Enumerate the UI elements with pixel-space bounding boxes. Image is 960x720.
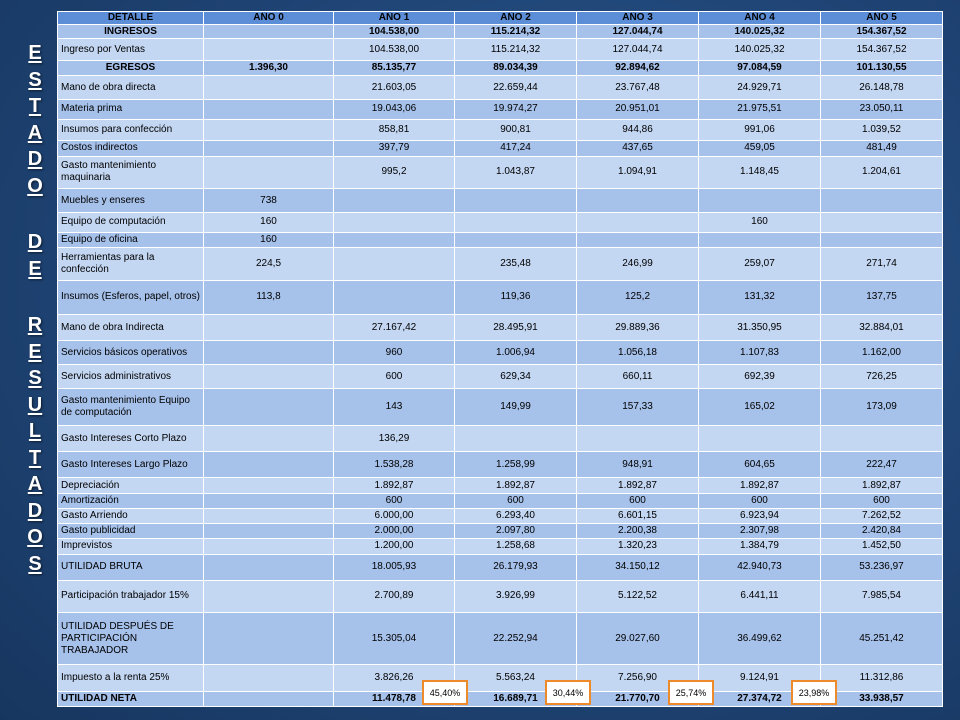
year-value-cell: 5.122,52: [577, 580, 699, 613]
year-value-cell: 6.923,94: [699, 508, 821, 523]
year-value-cell: 26.148,78: [821, 76, 943, 100]
header-year-2: AÑO 2: [455, 12, 577, 25]
year-value-cell: 1.148,45: [699, 156, 821, 189]
year-value-cell: 137,75: [821, 280, 943, 315]
year-value-cell: [204, 452, 334, 478]
year-value-cell: 991,06: [699, 119, 821, 141]
year-value-cell: 154.367,52: [821, 25, 943, 39]
row-label: Costos indirectos: [58, 141, 204, 156]
year-value-cell: 692,39: [699, 365, 821, 389]
year-value-cell: 104.538,00: [334, 25, 455, 39]
title-word: [27, 312, 43, 577]
year-value-cell: 6.000,00: [334, 508, 455, 523]
table-row: [58, 141, 943, 156]
year-value-cell: [204, 341, 334, 365]
year-value-cell: 259,07: [699, 247, 821, 280]
year-value-cell: [204, 665, 334, 691]
table-row: [58, 580, 943, 613]
year-value-cell: [699, 232, 821, 247]
year-value-cell: 600: [334, 365, 455, 389]
year-value-cell: 1.258,99: [455, 452, 577, 478]
header-year-0: AÑO 0: [204, 12, 334, 25]
year-value-cell: 22.659,44: [455, 76, 577, 100]
year-value-cell: [204, 76, 334, 100]
title-letter: R: [27, 314, 43, 336]
year-value-cell: 143: [334, 389, 455, 426]
year-value-cell: 2.200,38: [577, 524, 699, 539]
row-label: Gasto Arriendo: [58, 508, 204, 523]
year-value-cell: 6.441,11: [699, 580, 821, 613]
growth-badge: 23,98%: [791, 680, 837, 705]
table-row: [58, 213, 943, 233]
year-value-cell: 600: [699, 493, 821, 508]
year-value-cell: 160: [204, 213, 334, 233]
year-value-cell: [334, 189, 455, 213]
row-label: Herramientas para la confección: [58, 247, 204, 280]
header-year-3: AÑO 3: [577, 12, 699, 25]
year-value-cell: [577, 189, 699, 213]
year-value-cell: 1.094,91: [577, 156, 699, 189]
year-value-cell: [204, 39, 334, 61]
year-value-cell: 31.350,95: [699, 315, 821, 341]
year-value-cell: 15.305,04: [334, 613, 455, 665]
year-value-cell: [204, 691, 334, 706]
year-value-cell: 36.499,62: [699, 613, 821, 665]
year-value-cell: [577, 213, 699, 233]
title-letter: D: [27, 148, 43, 170]
row-label: Insumos para confección: [58, 119, 204, 141]
header-year-5: AÑO 5: [821, 12, 943, 25]
title-letter: L: [28, 420, 42, 442]
row-label: EGRESOS: [58, 60, 204, 75]
year-value-cell: 459,05: [699, 141, 821, 156]
header-year-4: AÑO 4: [699, 12, 821, 25]
year-value-cell: 29.889,36: [577, 315, 699, 341]
year-value-cell: 738: [204, 189, 334, 213]
year-value-cell: 89.034,39: [455, 60, 577, 75]
year-value-cell: 7.256,90: [577, 665, 699, 691]
table-row: [58, 76, 943, 100]
year-value-cell: 119,36: [455, 280, 577, 315]
year-value-cell: [204, 508, 334, 523]
year-value-cell: [821, 232, 943, 247]
year-value-cell: [455, 189, 577, 213]
year-value-cell: 125,2: [577, 280, 699, 315]
year-value-cell: [334, 247, 455, 280]
row-label: Equipo de computación: [58, 213, 204, 233]
year-value-cell: 115.214,32: [455, 39, 577, 61]
year-value-cell: 9.124,91: [699, 665, 821, 691]
title-word: [27, 40, 43, 199]
year-value-cell: 97.084,59: [699, 60, 821, 75]
year-value-cell: 1.892,87: [334, 478, 455, 493]
year-value-cell: 29.027,60: [577, 613, 699, 665]
year-value-cell: 1.039,52: [821, 119, 943, 141]
year-value-cell: 2.420,84: [821, 524, 943, 539]
year-value-cell: [334, 280, 455, 315]
row-label: Gasto Intereses Largo Plazo: [58, 452, 204, 478]
year-value-cell: 481,49: [821, 141, 943, 156]
year-value-cell: [204, 478, 334, 493]
year-value-cell: [577, 232, 699, 247]
year-value-cell: 104.538,00: [334, 39, 455, 61]
year-value-cell: 600: [334, 493, 455, 508]
table-row: [58, 100, 943, 120]
table-row: [58, 508, 943, 523]
row-label: Insumos (Esferos, papel, otros): [58, 280, 204, 315]
title-letter: T: [28, 446, 42, 469]
title-letter: S: [28, 552, 42, 575]
year-value-cell: 629,34: [455, 365, 577, 389]
year-value-cell: 173,09: [821, 389, 943, 426]
year-value-cell: [204, 389, 334, 426]
title-letter: E: [28, 257, 42, 280]
header-detalle: DETALLE: [58, 12, 204, 25]
table-row: [58, 426, 943, 452]
year-value-cell: 157,33: [577, 389, 699, 426]
year-value-cell: [455, 426, 577, 452]
year-value-cell: [577, 426, 699, 452]
row-label: Participación trabajador 15%: [58, 580, 204, 613]
row-label: Gasto mantenimiento Equipo de computación: [58, 389, 204, 426]
year-value-cell: 23.767,48: [577, 76, 699, 100]
row-label: Impuesto a la renta 25%: [58, 665, 204, 691]
year-value-cell: [204, 25, 334, 39]
year-value-cell: 1.538,28: [334, 452, 455, 478]
table-row: [58, 613, 943, 665]
year-value-cell: 1.384,79: [699, 539, 821, 554]
table-row: [58, 60, 943, 75]
table-row: [58, 25, 943, 39]
year-value-cell: 995,2: [334, 156, 455, 189]
year-value-cell: 11.478,78: [334, 691, 455, 706]
title-letter: D: [27, 499, 43, 522]
year-value-cell: 417,24: [455, 141, 577, 156]
year-value-cell: 437,65: [577, 141, 699, 156]
year-value-cell: 34.150,12: [577, 554, 699, 580]
year-value-cell: 960: [334, 341, 455, 365]
year-value-cell: 1.892,87: [699, 478, 821, 493]
table-row: [58, 341, 943, 365]
year-value-cell: 1.056,18: [577, 341, 699, 365]
year-value-cell: 1.258,68: [455, 539, 577, 554]
table-row: [58, 539, 943, 554]
year-value-cell: 22.252,94: [455, 613, 577, 665]
year-value-cell: [204, 100, 334, 120]
table-row: [58, 554, 943, 580]
row-label: Depreciación: [58, 478, 204, 493]
growth-badge: 30,44%: [545, 680, 591, 705]
year-value-cell: 3.926,99: [455, 580, 577, 613]
year-value-cell: 19.043,06: [334, 100, 455, 120]
year-value-cell: 28.495,91: [455, 315, 577, 341]
year-value-cell: [699, 426, 821, 452]
table-row: [58, 524, 943, 539]
table-row: [58, 39, 943, 61]
year-value-cell: [821, 189, 943, 213]
year-value-cell: 154.367,52: [821, 39, 943, 61]
table-row: [58, 247, 943, 280]
year-value-cell: 33.938,57: [821, 691, 943, 706]
year-value-cell: [204, 156, 334, 189]
year-value-cell: 600: [577, 493, 699, 508]
year-value-cell: 1.107,83: [699, 341, 821, 365]
row-label: Imprevistos: [58, 539, 204, 554]
year-value-cell: 24.929,71: [699, 76, 821, 100]
year-value-cell: 127.044,74: [577, 39, 699, 61]
year-value-cell: 131,32: [699, 280, 821, 315]
year-value-cell: 115.214,32: [455, 25, 577, 39]
year-value-cell: 21.770,70: [577, 691, 699, 706]
table-row: [58, 478, 943, 493]
year-value-cell: 900,81: [455, 119, 577, 141]
year-value-cell: 160: [699, 213, 821, 233]
year-value-cell: 21.603,05: [334, 76, 455, 100]
year-value-cell: [204, 554, 334, 580]
year-value-cell: 235,48: [455, 247, 577, 280]
year-value-cell: 113,8: [204, 280, 334, 315]
year-value-cell: 6.601,15: [577, 508, 699, 523]
income-statement-table: [57, 11, 943, 707]
title-letter: O: [27, 526, 43, 548]
year-value-cell: 42.940,73: [699, 554, 821, 580]
year-value-cell: 1.892,87: [821, 478, 943, 493]
title-word: [28, 229, 42, 282]
year-value-cell: 140.025,32: [699, 39, 821, 61]
year-value-cell: [204, 539, 334, 554]
table-row: [58, 452, 943, 478]
year-value-cell: [699, 189, 821, 213]
row-label: Servicios básicos operativos: [58, 341, 204, 365]
year-value-cell: 1.006,94: [455, 341, 577, 365]
year-value-cell: 7.985,54: [821, 580, 943, 613]
year-value-cell: 165,02: [699, 389, 821, 426]
year-value-cell: 397,79: [334, 141, 455, 156]
year-value-cell: 7.262,52: [821, 508, 943, 523]
year-value-cell: 2.097,80: [455, 524, 577, 539]
year-value-cell: [204, 524, 334, 539]
row-label: Muebles y enseres: [58, 189, 204, 213]
row-label: UTILIDAD NETA: [58, 691, 204, 706]
year-value-cell: 92.894,62: [577, 60, 699, 75]
title-letter: S: [28, 68, 42, 91]
title-letter: E: [28, 42, 42, 64]
year-value-cell: [821, 426, 943, 452]
year-value-cell: 53.236,97: [821, 554, 943, 580]
year-value-cell: 224,5: [204, 247, 334, 280]
year-value-cell: 149,99: [455, 389, 577, 426]
year-value-cell: [204, 365, 334, 389]
title-letter: D: [27, 231, 43, 253]
year-value-cell: 5.563,24: [455, 665, 577, 691]
year-value-cell: 1.892,87: [577, 478, 699, 493]
title-letter: A: [27, 121, 43, 144]
year-value-cell: 1.204,61: [821, 156, 943, 189]
table-row: [58, 389, 943, 426]
year-value-cell: 136,29: [334, 426, 455, 452]
year-value-cell: 660,11: [577, 365, 699, 389]
table-row: [58, 493, 943, 508]
year-value-cell: 944,86: [577, 119, 699, 141]
income-statement-table-wrapper: [57, 11, 942, 707]
year-value-cell: [204, 580, 334, 613]
year-value-cell: 246,99: [577, 247, 699, 280]
year-value-cell: 45.251,42: [821, 613, 943, 665]
year-value-cell: 16.689,71: [455, 691, 577, 706]
row-label: Materia prima: [58, 100, 204, 120]
row-label: Mano de obra directa: [58, 76, 204, 100]
table-row: [58, 365, 943, 389]
row-label: Gasto mantenimiento maquinaria: [58, 156, 204, 189]
year-value-cell: 948,91: [577, 452, 699, 478]
year-value-cell: [204, 426, 334, 452]
year-value-cell: 1.200,00: [334, 539, 455, 554]
year-value-cell: 726,25: [821, 365, 943, 389]
growth-badge: 25,74%: [668, 680, 714, 705]
year-value-cell: [204, 141, 334, 156]
year-value-cell: 2.700,89: [334, 580, 455, 613]
vertical-title: [14, 40, 56, 607]
row-label: UTILIDAD DESPUÉS DE PARTICIPACIÓN TRABAJADOR: [58, 613, 204, 665]
row-label: Gasto publicidad: [58, 524, 204, 539]
title-letter: S: [28, 367, 42, 389]
year-value-cell: 600: [821, 493, 943, 508]
header-year-1: AÑO 1: [334, 12, 455, 25]
year-value-cell: [334, 213, 455, 233]
row-label: Ingreso por Ventas: [58, 39, 204, 61]
year-value-cell: 23.050,11: [821, 100, 943, 120]
year-value-cell: 27.374,72: [699, 691, 821, 706]
table-row: [58, 189, 943, 213]
row-label: UTILIDAD BRUTA: [58, 554, 204, 580]
year-value-cell: 160: [204, 232, 334, 247]
year-value-cell: [204, 493, 334, 508]
table-row: [58, 156, 943, 189]
year-value-cell: 6.293,40: [455, 508, 577, 523]
row-label: Mano de obra Indirecta: [58, 315, 204, 341]
year-value-cell: [334, 232, 455, 247]
year-value-cell: 2.000,00: [334, 524, 455, 539]
row-label: Equipo de oficina: [58, 232, 204, 247]
year-value-cell: 1.452,50: [821, 539, 943, 554]
year-value-cell: 140.025,32: [699, 25, 821, 39]
year-value-cell: 20.951,01: [577, 100, 699, 120]
year-value-cell: 11.312,86: [821, 665, 943, 691]
year-value-cell: [821, 213, 943, 233]
year-value-cell: 604,65: [699, 452, 821, 478]
year-value-cell: 127.044,74: [577, 25, 699, 39]
title-letter: U: [27, 393, 43, 416]
row-label: Gasto Intereses Corto Plazo: [58, 426, 204, 452]
table-row: [58, 315, 943, 341]
year-value-cell: 19.974,27: [455, 100, 577, 120]
year-value-cell: 32.884,01: [821, 315, 943, 341]
table-row: [58, 119, 943, 141]
year-value-cell: 1.043,87: [455, 156, 577, 189]
title-letter: A: [27, 473, 43, 495]
year-value-cell: 1.162,00: [821, 341, 943, 365]
year-value-cell: 600: [455, 493, 577, 508]
title-letter: O: [27, 174, 43, 197]
year-value-cell: 271,74: [821, 247, 943, 280]
year-value-cell: [455, 213, 577, 233]
growth-badge: 45,40%: [422, 680, 468, 705]
title-letter: T: [28, 95, 42, 117]
year-value-cell: 21.975,51: [699, 100, 821, 120]
row-label: Servicios administrativos: [58, 365, 204, 389]
year-value-cell: 2.307,98: [699, 524, 821, 539]
year-value-cell: [204, 119, 334, 141]
table-row: [58, 232, 943, 247]
year-value-cell: [455, 232, 577, 247]
year-value-cell: 858,81: [334, 119, 455, 141]
year-value-cell: 1.320,23: [577, 539, 699, 554]
year-value-cell: 1.892,87: [455, 478, 577, 493]
year-value-cell: 26.179,93: [455, 554, 577, 580]
year-value-cell: 3.826,26: [334, 665, 455, 691]
table-row: [58, 280, 943, 315]
title-letter: E: [28, 340, 42, 363]
year-value-cell: 27.167,42: [334, 315, 455, 341]
year-value-cell: 85.135,77: [334, 60, 455, 75]
row-label: Amortización: [58, 493, 204, 508]
year-value-cell: [204, 613, 334, 665]
year-value-cell: 101.130,55: [821, 60, 943, 75]
year-value-cell: 18.005,93: [334, 554, 455, 580]
year-value-cell: 1.396,30: [204, 60, 334, 75]
year-value-cell: 222,47: [821, 452, 943, 478]
table-header-row: [58, 12, 943, 25]
row-label: INGRESOS: [58, 25, 204, 39]
year-value-cell: [204, 315, 334, 341]
